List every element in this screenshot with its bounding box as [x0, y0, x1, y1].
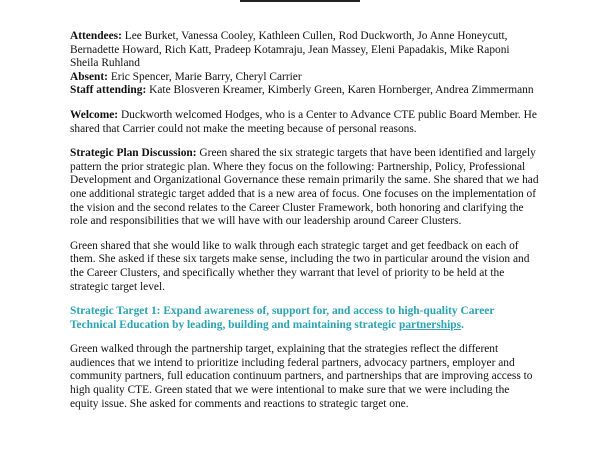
welcome-paragraph: [70, 109, 540, 136]
strategic-plan-label: Strategic Plan Discussion:: [70, 147, 197, 160]
target1-heading-end: .: [461, 318, 464, 331]
header-rule: [240, 0, 360, 2]
staff-text: Kate Blosveren Kreamer, Kimberly Green, Karen Hornberger, Andrea Zimmermann: [149, 84, 534, 97]
attendees-text: Lee Burket, Vanessa Cooley, Kathleen Cullen, Rod Duckworth, Jo Anne Honeycutt, Bernadette Howard, Rich Katt, Pradeep Kotamraju, Jean Massey, Eleni Papadakis, Mike Raponi Sheila Ruhland: [70, 30, 510, 70]
partnerships-link[interactable]: partnerships: [399, 318, 462, 331]
attendees-label: Attendees:: [70, 30, 122, 42]
strategic-plan-paragraph: [70, 147, 540, 229]
absent-text: Eric Spencer, Marie Barry, Cheryl Carrier: [110, 70, 302, 83]
staff-line: [70, 84, 540, 98]
target1-paragraph: Green walked through the partnership target, explaining that the strategies reflect the different audiences that we intend to prioritize including federal partners, advocacy partners, employer and community partners, full education continuum partners, and partnerships that are improving access to high quality CTE. Green stated that we were intentional to make sure that we were including the equity issue. She asked for comments and reactions to strategic target one.: [70, 343, 533, 410]
absent-line: [70, 71, 540, 85]
welcome-label: Welcome:: [70, 108, 119, 121]
meeting-minutes-body: [70, 30, 540, 411]
absent-label: Absent:: [70, 70, 108, 83]
strategic-plan-text: Green shared the six strategic targets that have been identified and largely pattern the prior strategic plan. Where they focus on the following: Partnership, Policy, Professional Development and Organizational Governance these remain primarily the same. She shared that we had one additional strategic target added that is a new area of focus. One focuses on the implementation of the vision and the second relates to the Career Cluster Framework, both honoring and clarifying the role and responsibilities that we will have with our leadership around Career Clusters.: [70, 147, 539, 228]
target1-heading-text: Strategic Target 1: Expand awareness of, support for, and access to high-quality Career Technical Education by leading, building and maintaining strategic: [70, 305, 495, 331]
welcome-text: Duckworth welcomed Hodges, who is a Center to Advance CTE public Board Member. He shared that Carrier could not make the meeting because of personal reasons.: [70, 108, 537, 135]
staff-label: Staff attending:: [70, 84, 147, 97]
target1-heading: [70, 305, 540, 332]
strategic-plan-paragraph-2: Green shared that she would like to walk through each strategic target and get feedback on each of them. She asked if these six targets make sense, including the two in particular around the vision and the Career Clusters, and specifically whether they warrant that level of priority to be held at the strategic target level.: [70, 239, 530, 293]
attendees-line: [70, 30, 540, 71]
